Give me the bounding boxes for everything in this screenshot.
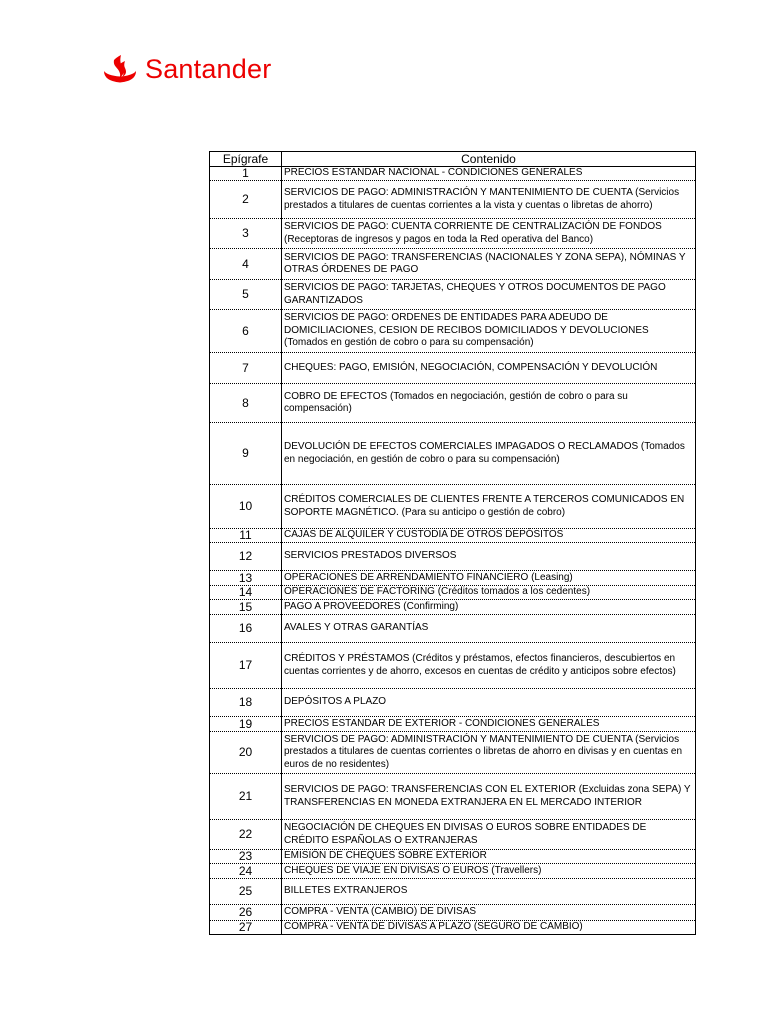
table-row (210, 543, 696, 571)
table-row (210, 586, 696, 600)
table-row (210, 384, 696, 423)
table-row (210, 485, 696, 529)
table-row (210, 717, 696, 732)
contenido-text: CRÉDITOS Y PRÉSTAMOS (Créditos y préstamos, efectos financieros, descubiertos en cuentas corrientes y de ahorro, excesos en cuentas de crédito y anticipos sobre efectos) (282, 643, 696, 689)
epigrafe-number: 18 (210, 689, 282, 717)
table-row (210, 423, 696, 485)
epigrafe-number: 10 (210, 485, 282, 529)
contenido-text: SERVICIOS DE PAGO: CUENTA CORRIENTE DE CENTRALIZACIÓN DE FONDOS (Receptoras de ingresos y pagos en toda la Red operativa del Banco) (282, 219, 696, 249)
contenido-text: DEPÓSITOS A PLAZO (282, 689, 696, 717)
epigrafe-number: 7 (210, 353, 282, 384)
epigrafe-number: 25 (210, 879, 282, 905)
contenido-text: COMPRA - VENTA DE DIVISAS A PLAZO (SEGURO DE CAMBIO) (282, 921, 696, 935)
epigrafe-number: 26 (210, 905, 282, 921)
contenido-text: BILLETES EXTRANJEROS (282, 879, 696, 905)
contenido-text: SERVICIOS PRESTADOS DIVERSOS (282, 543, 696, 571)
epigrafe-number: 13 (210, 571, 282, 586)
contenido-text: SERVICIOS DE PAGO: TARJETAS, CHEQUES Y OTROS DOCUMENTOS DE PAGO GARANTIZADOS (282, 280, 696, 310)
table-body (210, 167, 696, 935)
contenido-text: AVALES Y OTRAS GARANTÍAS (282, 615, 696, 643)
table-row (210, 905, 696, 921)
table-row (210, 879, 696, 905)
table-row (210, 167, 696, 181)
epigrafe-number: 15 (210, 600, 282, 615)
epigrafe-number: 1 (210, 167, 282, 181)
contenido-text: PAGO A PROVEEDORES (Confirming) (282, 600, 696, 615)
epigrafe-number: 22 (210, 820, 282, 850)
header-contenido: Contenido (282, 152, 696, 167)
table-row (210, 181, 696, 219)
contenido-text: CAJAS DE ALQUILER Y CUSTODIA DE OTROS DEPÓSITOS (282, 529, 696, 543)
contenido-text: DEVOLUCIÓN DE EFECTOS COMERCIALES IMPAGADOS O RECLAMADOS (Tomados en negociación, en gestión de cobro o para su compensación) (282, 423, 696, 485)
table-header-row (210, 152, 696, 167)
contenido-text: SERVICIOS DE PAGO: TRANSFERENCIAS CON EL EXTERIOR (Excluidas zona SEPA) Y TRANSFERENCIAS EN MONEDA EXTRANJERA EN EL MERCADO INTERIOR (282, 774, 696, 820)
epigrafe-number: 6 (210, 310, 282, 353)
contenido-text: NEGOCIACIÓN DE CHEQUES EN DIVISAS O EUROS SOBRE ENTIDADES DE CRÉDITO ESPAÑOLAS O EXTRANJERAS (282, 820, 696, 850)
epigrafe-number: 14 (210, 586, 282, 600)
table-row (210, 600, 696, 615)
contenido-text: CHEQUES: PAGO, EMISIÓN, NEGOCIACIÓN, COMPENSACIÓN Y DEVOLUCIÓN (282, 353, 696, 384)
contenido-text: SERVICIOS DE PAGO: TRANSFERENCIAS (NACIONALES Y ZONA SEPA), NÓMINAS Y OTRAS ÓRDENES DE PAGO (282, 249, 696, 280)
header-epigrafe: Epígrafe (210, 152, 282, 167)
table-row (210, 353, 696, 384)
contenido-text: CRÉDITOS COMERCIALES DE CLIENTES FRENTE A TERCEROS COMUNICADOS EN SOPORTE MAGNÉTICO. (Para su anticipo o gestión de cobro) (282, 485, 696, 529)
table-row (210, 774, 696, 820)
contenido-text: SERVICIOS DE PAGO: ADMINISTRACIÓN Y MANTENIMIENTO DE CUENTA (Servicios prestados a titulares de cuentas corrientes a la vista y cuentas o libretas de ahorro) (282, 181, 696, 219)
epigrafe-number: 23 (210, 850, 282, 864)
contenido-text: EMISIÓN DE CHEQUES SOBRE EXTERIOR (282, 850, 696, 864)
table-row (210, 820, 696, 850)
contenido-text: OPERACIONES DE FACTORING (Créditos tomados a los cedentes) (282, 586, 696, 600)
brand-name: Santander (145, 53, 272, 84)
flame-icon (103, 54, 137, 84)
epigrafe-number: 11 (210, 529, 282, 543)
epigrafe-number: 4 (210, 249, 282, 280)
epigrafe-number: 27 (210, 921, 282, 935)
table-row (210, 310, 696, 353)
epigrafe-number: 17 (210, 643, 282, 689)
table-row (210, 219, 696, 249)
table-row (210, 689, 696, 717)
epigrafe-number: 3 (210, 219, 282, 249)
table-row (210, 615, 696, 643)
table-row (210, 643, 696, 689)
epigrafe-number: 20 (210, 732, 282, 774)
contenido-text: SERVICIOS DE PAGO: ORDENES DE ENTIDADES PARA ADEUDO DE DOMICILIACIONES, CESION DE RECIBOS DOMICILIADOS Y DEVOLUCIONES (Tomados en gestión de cobro o para su compensación) (282, 310, 696, 353)
epigrafe-number: 9 (210, 423, 282, 485)
table-row (210, 732, 696, 774)
table-row (210, 921, 696, 935)
santander-logo (103, 50, 271, 88)
contenido-text: CHEQUES DE VIAJE EN DIVISAS O EUROS (Travellers) (282, 864, 696, 879)
epigrafe-number: 19 (210, 717, 282, 732)
epigrafe-number: 24 (210, 864, 282, 879)
contenido-text: SERVICIOS DE PAGO: ADMINISTRACIÓN Y MANTENIMIENTO DE CUENTA (Servicios prestados a titulares de cuentas corrientes o libretas de ahorro en divisas y en cuentas en euros de no residentes) (282, 732, 696, 774)
epigrafe-number: 2 (210, 181, 282, 219)
epigrafe-number: 5 (210, 280, 282, 310)
epigrafe-number: 12 (210, 543, 282, 571)
table-row (210, 529, 696, 543)
epigrafe-number: 8 (210, 384, 282, 423)
contenido-text: PRECIOS ESTANDAR DE EXTERIOR - CONDICIONES GENERALES (282, 717, 696, 732)
epigrafe-number: 16 (210, 615, 282, 643)
table-row (210, 864, 696, 879)
contenido-text: COBRO DE EFECTOS (Tomados en negociación, gestión de cobro o para su compensación) (282, 384, 696, 423)
contenido-text: OPERACIONES DE ARRENDAMIENTO FINANCIERO (Leasing) (282, 571, 696, 586)
contenido-text: COMPRA - VENTA (CAMBIO) DE DIVISAS (282, 905, 696, 921)
table-row (210, 571, 696, 586)
table-row (210, 280, 696, 310)
table-row (210, 850, 696, 864)
table-row (210, 249, 696, 280)
epigrafe-number: 21 (210, 774, 282, 820)
contenido-text: PRECIOS ESTANDAR NACIONAL - CONDICIONES GENERALES (282, 167, 696, 181)
tarifas-index-table (209, 151, 696, 935)
